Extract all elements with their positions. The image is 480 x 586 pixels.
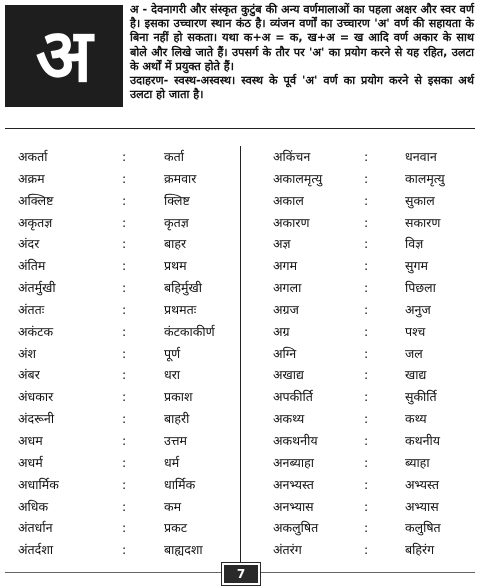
word: अकंटक (18, 323, 54, 339)
opposite-word: कंटकाकीर्ण (164, 323, 215, 339)
opposite-word: कालमृत्यु (405, 170, 445, 186)
opposite-word: धरा (164, 367, 181, 383)
word-pair-row (251, 452, 480, 474)
opposite-word: प्रकाश (164, 389, 193, 405)
opposite-word: बाहरी (164, 411, 190, 427)
separator: : (364, 432, 369, 448)
separator: : (122, 345, 127, 361)
page-number: 7 (222, 563, 260, 585)
word-pair-row (251, 277, 480, 299)
word: अंतर्मुखी (18, 280, 56, 296)
header-divider (5, 128, 475, 129)
opposite-word: धर्म (164, 454, 180, 470)
word-pair-row (251, 474, 480, 496)
separator: : (122, 389, 127, 405)
word: अगम (273, 258, 298, 274)
opposite-word: कृतज्ञ (164, 214, 189, 230)
separator: : (364, 236, 369, 252)
word-pair-row (18, 430, 248, 452)
separator: : (122, 432, 127, 448)
separator: : (122, 542, 127, 558)
separator: : (122, 301, 127, 317)
opposite-word: सुगम (405, 258, 428, 274)
word-pair-row (251, 496, 480, 518)
opposite-word: कर्ता (164, 149, 184, 164)
word-pair-row (18, 168, 248, 190)
separator: : (122, 236, 127, 252)
right-word-column (251, 146, 480, 561)
letter-glyph: अ (35, 13, 93, 99)
word-pair-row (18, 190, 248, 212)
word-pair-row (251, 168, 480, 190)
word: अपकीर्ति (273, 389, 313, 405)
word: अधिक (18, 498, 49, 514)
word-pair-row (18, 517, 248, 539)
separator: : (364, 476, 369, 492)
opposite-word: सुकीर्ति (405, 389, 437, 405)
word-pair-row (18, 277, 248, 299)
separator: : (122, 258, 127, 274)
opposite-word: कलुषित (405, 520, 441, 536)
word: अंदरूनी (18, 411, 55, 427)
opposite-word: बहिरंग (405, 542, 435, 558)
separator: : (364, 542, 369, 558)
separator: : (122, 170, 127, 186)
word-pair-row (251, 321, 480, 343)
separator: : (364, 498, 369, 514)
separator: : (364, 192, 369, 208)
separator: : (122, 476, 127, 492)
word: अकिंचन (273, 149, 311, 164)
word: अकृतज्ञ (18, 214, 53, 230)
word: अग्र (273, 323, 290, 339)
opposite-word: पिछला (405, 280, 436, 296)
opposite-word: कम (164, 498, 182, 514)
opposite-word: अभ्यस्त (405, 476, 439, 492)
word: अनभ्यस्त (273, 476, 314, 492)
opposite-word: बहिर्मुखी (164, 280, 202, 296)
opposite-word: उत्तम (164, 432, 187, 448)
opposite-word: कथ्य (405, 411, 427, 427)
word-pair-row (251, 343, 480, 365)
word-pair-row (18, 233, 248, 255)
opposite-word: कथनीय (405, 432, 441, 448)
separator: : (364, 389, 369, 405)
separator: : (122, 149, 127, 164)
opposite-word: प्रथमतः (164, 301, 197, 317)
word: अक्लिष्ट (18, 192, 54, 208)
word-pair-row (18, 364, 248, 386)
word: अक्रम (18, 170, 45, 186)
separator: : (364, 301, 369, 317)
word: अंतर्दशा (18, 542, 54, 558)
separator: : (364, 258, 369, 274)
word: अंतर्धान (18, 520, 53, 536)
word: अग्रज (273, 301, 299, 317)
word-pair-row (18, 452, 248, 474)
separator: : (364, 280, 369, 296)
word: अधार्मिक (18, 476, 59, 492)
word: अकलुषित (273, 520, 319, 536)
word: अकथ्य (273, 411, 305, 427)
separator: : (364, 367, 369, 383)
opposite-word: बाह्यदशा (164, 542, 203, 558)
word: अज्ञ (273, 236, 291, 252)
separator: : (122, 280, 127, 296)
separator: : (122, 498, 127, 514)
word-pair-row (18, 321, 248, 343)
separator: : (122, 411, 127, 427)
separator: : (364, 149, 369, 164)
word-pair-row (251, 430, 480, 452)
opposite-word: प्रकट (164, 520, 188, 536)
word-pair-row (251, 364, 480, 386)
word-pair-row (18, 255, 248, 277)
word-pair-row (18, 146, 248, 168)
word-pair-row (251, 517, 480, 539)
word-pair-row (18, 408, 248, 430)
opposite-word: विज्ञ (405, 236, 424, 252)
word: अधम (18, 432, 43, 448)
word-pair-row (18, 299, 248, 321)
separator: : (122, 520, 127, 536)
word: अकाल (273, 192, 304, 208)
word-pair-row (251, 233, 480, 255)
word-pair-row (251, 408, 480, 430)
opposite-word: जल (405, 345, 423, 361)
word: अकथनीय (273, 432, 318, 448)
opposite-word: बाहर (164, 236, 187, 252)
word-pair-row (18, 212, 248, 234)
word-pair-row (251, 539, 480, 561)
word: अकारण (273, 214, 310, 230)
word: अकर्ता (18, 149, 48, 164)
separator: : (364, 170, 369, 186)
word: अंदर (18, 236, 40, 252)
word-pair-row (18, 343, 248, 365)
intro-text (130, 3, 474, 102)
word-pair-row (251, 190, 480, 212)
separator: : (122, 214, 127, 230)
word-pair-row (18, 539, 248, 561)
opposite-word: क्रमवार (164, 170, 197, 186)
word: अंश (18, 345, 37, 361)
opposite-word: धनवान (405, 149, 437, 164)
word: अंधकार (18, 389, 54, 405)
opposite-word: सुकाल (405, 192, 435, 208)
opposite-word: अभ्यास (405, 498, 439, 514)
word: अनब्याहा (273, 454, 315, 470)
separator: : (364, 411, 369, 427)
word: अंबर (18, 367, 40, 383)
word-pair-row (251, 212, 480, 234)
word: अंतरंग (273, 542, 302, 558)
opposite-word: अनुज (405, 301, 431, 317)
separator: : (364, 345, 369, 361)
opposite-word: सकारण (405, 214, 441, 230)
opposite-word: धार्मिक (164, 476, 196, 492)
opposite-word: ब्याहा (405, 454, 430, 470)
word-pair-row (251, 255, 480, 277)
separator: : (364, 214, 369, 230)
word: अखाद्य (273, 367, 304, 383)
separator: : (122, 323, 127, 339)
word-pair-row (251, 386, 480, 408)
word-pair-row (251, 146, 480, 168)
word: अंततः (18, 301, 45, 317)
separator: : (364, 520, 369, 536)
opposite-word: खाद्य (405, 367, 427, 383)
word-pair-row (251, 299, 480, 321)
opposite-word: क्लिष्ट (164, 192, 190, 208)
opposite-word: प्रथम (164, 258, 187, 274)
separator: : (122, 192, 127, 208)
separator: : (122, 454, 127, 470)
opposite-word: पूर्ण (164, 345, 181, 361)
separator: : (364, 454, 369, 470)
word: अंतिम (18, 258, 46, 274)
word: अगला (273, 280, 302, 296)
word: अनभ्यास (273, 498, 314, 514)
word-pair-row (18, 474, 248, 496)
separator: : (122, 367, 127, 383)
word: अग्नि (273, 345, 297, 361)
opposite-word: पश्च (405, 323, 426, 339)
word: अधर्म (18, 454, 43, 470)
intro-paragraph: अ - देवनागरी और संस्कृत कुटुंब की अन्य वर्णमालाओं का पहला अक्षर और स्वर वर्ण है। इसका उच्चारण स्थान कंठ है। व्यंजन वर्णों का उच्चारण 'अ' वर्ण की सहायता के बिना नहीं हो सकता। यथा क+अ = क, ख+अ = ख आदि वर्ण अकार के साथ बोले और लिखे जाते हैं। उपसर्ग के तौर पर 'अ' का प्रयोग करने से यह रहित, उलटा के अर्थों में प्रयुक्त होते हैं। (130, 3, 474, 73)
letter-tile (5, 5, 123, 107)
left-word-column (18, 146, 248, 561)
word-pair-row (18, 386, 248, 408)
word: अकालमृत्यु (273, 170, 323, 186)
word-pair-row (18, 496, 248, 518)
separator: : (364, 323, 369, 339)
intro-example: उदाहरण- स्वस्थ-अस्वस्थ। स्वस्थ के पूर्व 'अ' वर्ण का प्रयोग करने से इसका अर्थ उलटा हो जाता है। (130, 74, 474, 102)
